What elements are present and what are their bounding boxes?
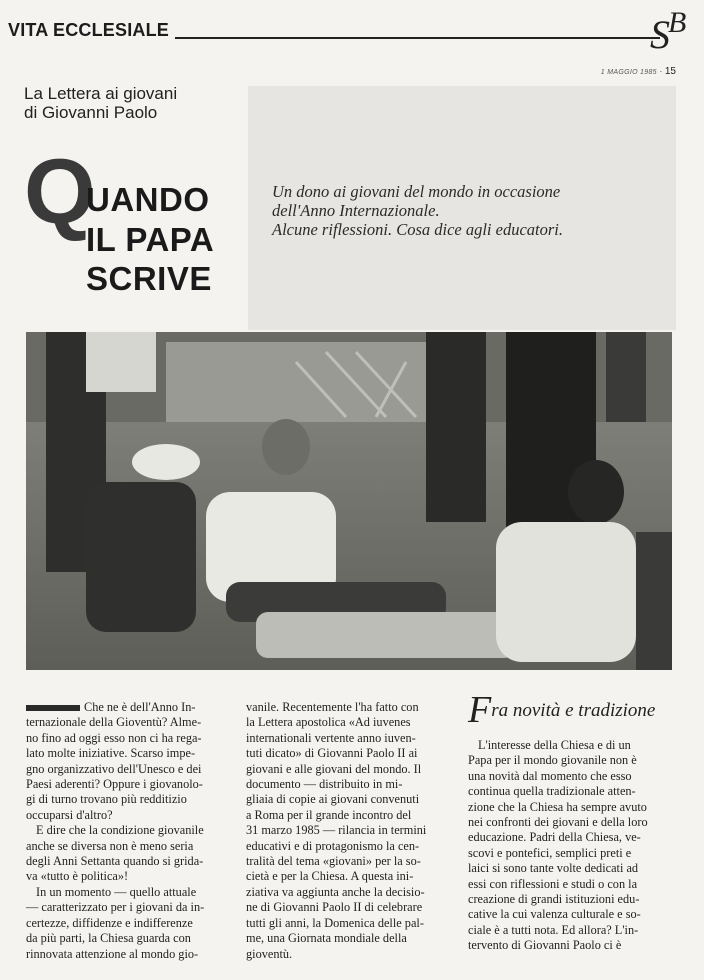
magazine-logo (648, 2, 696, 60)
body-line: Papa per il mondo giovanile non è (468, 753, 637, 768)
body-column-3 (468, 738, 678, 954)
issue-date: 1 MAGGIO 1985 (600, 69, 657, 76)
body-line: cietà e per la Chiesa. A questa ini- (246, 869, 414, 884)
sidebar-heading-initial: F (468, 689, 492, 731)
svg-text:B: B (668, 6, 687, 39)
body-line: la Lettera apostolica «Ad iuvenes (246, 715, 411, 730)
body-line: tervento di Giovanni Paolo ci è (468, 938, 622, 953)
folio-separator: · (659, 66, 663, 76)
body-line: Paesi aderenti? Oppure i giovanolo- (26, 777, 203, 792)
body-line: E dire che la condizione giovanile (36, 823, 204, 838)
subtitle-line: dell'Anno Internazionale. (272, 201, 440, 220)
body-line: educazione. Padri della Chiesa, ve- (468, 830, 641, 845)
body-line: internationali vertente anno iuven- (246, 730, 416, 745)
body-line: a Roma per il grande incontro del (246, 807, 412, 822)
body-line: ne di Giovanni Paolo II di celebrare (246, 900, 423, 915)
article-photo (26, 332, 672, 670)
subtitle (272, 182, 672, 239)
body-line: no fino ad oggi esso non ci ha rega- (26, 730, 202, 745)
body-line: tralità del tema «giovani» per la so- (246, 854, 421, 869)
headline-dropcap: Q (24, 141, 96, 243)
body-line: vanile. Recentemente l'ha fatto con (246, 700, 419, 714)
body-line: ciale è a tutti nota. Ed allora? L'in- (468, 922, 639, 937)
body-line: L'interesse della Chiesa e di un (478, 738, 631, 752)
headline-line-1: UANDO (86, 181, 210, 218)
lead-bar (26, 705, 80, 711)
body-line: documento — distribuito in mi- (246, 777, 403, 792)
kicker-line-1: La Lettera ai giovani (24, 84, 178, 103)
body-line: va «tutto è politica»! (26, 869, 129, 884)
body-line: una novità dal momento che esso (468, 768, 632, 783)
photo-young-people-on-grass (26, 332, 672, 670)
body-line: scovi e pontefici, semplici preti e (468, 845, 632, 860)
body-line: degli Anni Settanta quando si grida- (26, 854, 204, 869)
body-line: zione che la Chiesa ha sempre avuto (468, 799, 647, 814)
body-line: nei confronti dei giovani e della loro (468, 815, 648, 830)
sidebar-heading-text: ra novità e tradizione (491, 700, 656, 721)
body-line: cative la cui valenza culturale e so- (468, 907, 641, 922)
page-number: 15 (664, 66, 676, 77)
body-line: gioventù. (246, 946, 293, 961)
body-line: da più parti, la Chiesa guarda con (26, 931, 191, 946)
body-line: continua quella tradizionale atten- (468, 784, 636, 799)
body-line: certezze, diffidenze e indifferenze (26, 915, 193, 930)
body-line: ziativa va aggiunta anche la decisio- (246, 884, 425, 899)
subtitle-line: Alcune riflessioni. Cosa dice agli educatori. (272, 220, 564, 239)
subtitle-line: Un dono ai giovani del mondo in occasione (272, 182, 561, 201)
body-line: occuparsi d'altro? (26, 807, 113, 822)
body-line: me, una Giornata mondiale della (246, 931, 407, 946)
body-line: gliaia di copie ai giovani convenuti (246, 792, 420, 807)
body-line: tutti gli anni, la Domenica delle pal- (246, 915, 424, 930)
body-line: laici si sono tante volte dedicati ad (468, 861, 639, 876)
headline (24, 141, 252, 302)
section-title: VITA ECCLESIALE (8, 20, 175, 40)
headline-line-2: IL PAPA (86, 221, 215, 258)
body-column-2 (246, 700, 454, 962)
body-line: giovani e alle giovani del mondo. Il (246, 761, 422, 776)
body-line: essi con riflessioni e studi o con la (468, 876, 638, 891)
body-line: lato molte iniziative. Scarso impe- (26, 746, 196, 761)
body-line: tuti dicato» di Giovanni Paolo II ai (246, 746, 418, 761)
body-line: 31 marzo 1985 — rilancia in termini (246, 823, 427, 838)
body-line: gi di turno trovano più redditizio (26, 792, 187, 807)
body-line: gno organizzativo dell'Unesco e dei (26, 761, 202, 776)
body-line: creazione di grandi istituzioni edu- (468, 892, 640, 907)
body-line: rinnovata attenzione al mondo gio- (26, 946, 199, 961)
svg-text:S: S (650, 12, 670, 57)
headline-line-3: SCRIVE (86, 260, 212, 297)
sb-logo-icon (648, 2, 696, 60)
body-line: Che ne è dell'Anno In- (26, 700, 232, 715)
body-line: educativi e di protagonismo la cen- (246, 838, 420, 853)
body-line: In un momento — quello attuale (36, 884, 197, 899)
body-line: ternazionale della Gioventù? Alme- (26, 715, 202, 730)
body-line: anche se diversa non è meno seria (26, 838, 194, 853)
sidebar-heading (468, 689, 688, 731)
kicker-line-2: di Giovanni Paolo (24, 103, 158, 122)
folio (601, 66, 676, 77)
body-column-1 (26, 700, 232, 962)
kicker (24, 84, 177, 122)
body-line: — caratterizzato per i giovani da in- (26, 900, 205, 915)
